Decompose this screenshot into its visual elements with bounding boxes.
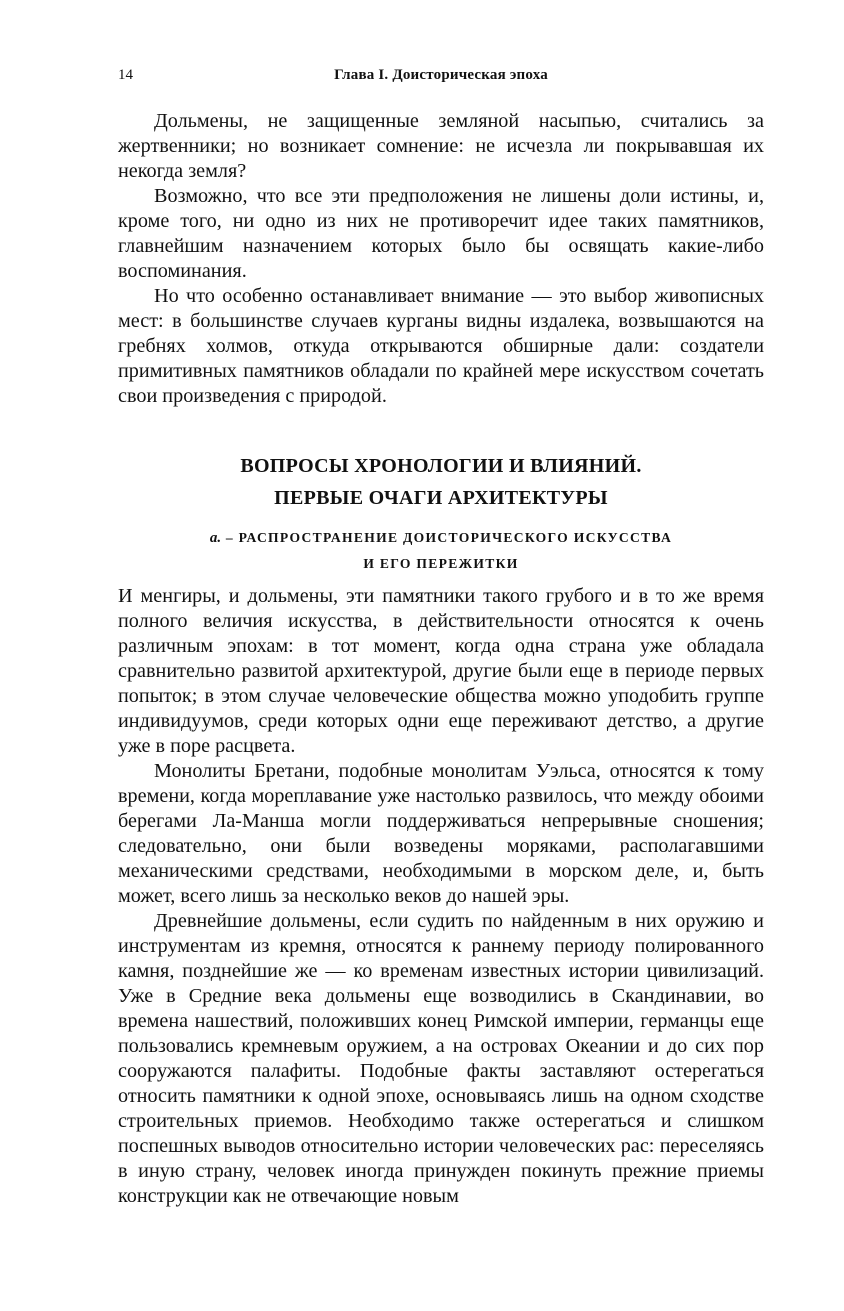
subsection-heading [118, 525, 764, 577]
paragraph: Возможно, что все эти предположения не лишены доли истины, и, кроме того, ни одно из них не противоречит идее таких памятников, главнейшим назначением которых было бы освящать какие-либо воспоминания. [118, 185, 764, 282]
subsection-title-part-1: – РАСПРОСТРАНЕНИЕ ДОИСТОРИЧЕСКОГО ИСКУССТВА [221, 530, 673, 545]
paragraph: Но что особенно останавливает внимание — это выбор живописных мест: в большинстве случаев курганы видны издалека, возвышаются на гребнях холмов, откуда открываются обширные дали: создатели примитивных памятников обладали по крайней мере искусством сочетать свои произведения с природой. [118, 285, 764, 407]
subsection-heading-line-2: И ЕГО ПЕРЕЖИТКИ [363, 556, 519, 571]
paragraph: И менгиры, и дольмены, эти памятники такого грубого и в то же время полного величия искусства, в действительности относятся к очень различным эпохам: в тот момент, когда одна страна уже обладала сравнительно развитой архитектурой, другие были еще в периоде первых попыток; в этом случае человеческие общества можно уподобить группе индивидуумов, среди которых одни еще переживают детство, а другие уже в поре расцвета. [118, 585, 764, 757]
subsection-marker: а. [209, 530, 222, 546]
page-number: 14 [118, 67, 133, 83]
running-head [118, 64, 764, 86]
paragraph: Древнейшие дольмены, если судить по найденным в них оружию и инструментам из кремня, относятся к раннему периоду полированного камня, позднейшие же — ко временам известных истории цивилизаций. Уже в Средние века дольмены еще возводились в Скандинавии, во времена нашествий, положивших конец Римской империи, германцы еще пользовались кремневым оружием, а на островах Океании и до сих пор сооружаются палафиты. Подобные факты заставляют остерегаться относить памятники к одной эпохе, основываясь лишь на одном сходстве строительных приемов. Необходимо также остерегаться и слишком поспешных выводов относительно истории человеческих рас: переселяясь в иную страну, человек иногда принужден покинуть прежние приемы конструкции как не отвечающие новым [118, 910, 764, 1207]
body-text-section-1 [118, 109, 764, 409]
paragraph: Монолиты Бретани, подобные монолитам Уэльса, относятся к тому времени, когда мореплавание уже настолько развилось, что между обоими берегами Ла-Манша могли поддерживаться непрерывные сношения; следовательно, они были возведены моряками, располагавшими механическими средствами, необходимыми в морском деле, и, быть может, всего лишь за несколько веков до нашей эры. [118, 760, 764, 907]
section-heading-line-1: ВОПРОСЫ ХРОНОЛОГИИ И ВЛИЯНИЙ. [240, 455, 642, 477]
subsection-heading-line-1 [118, 525, 764, 551]
paragraph: Дольмены, не защищенные земляной насыпью, считались за жертвенники; но возникает сомнение: не исчезла ли покрывавшая их некогда земля? [118, 110, 764, 182]
section-heading-line-2: ПЕРВЫЕ ОЧАГИ АРХИТЕКТУРЫ [274, 487, 608, 509]
section-heading [118, 450, 764, 514]
chapter-title: Глава I. Доисторическая эпоха [334, 67, 548, 83]
body-text-section-2 [118, 584, 764, 1209]
